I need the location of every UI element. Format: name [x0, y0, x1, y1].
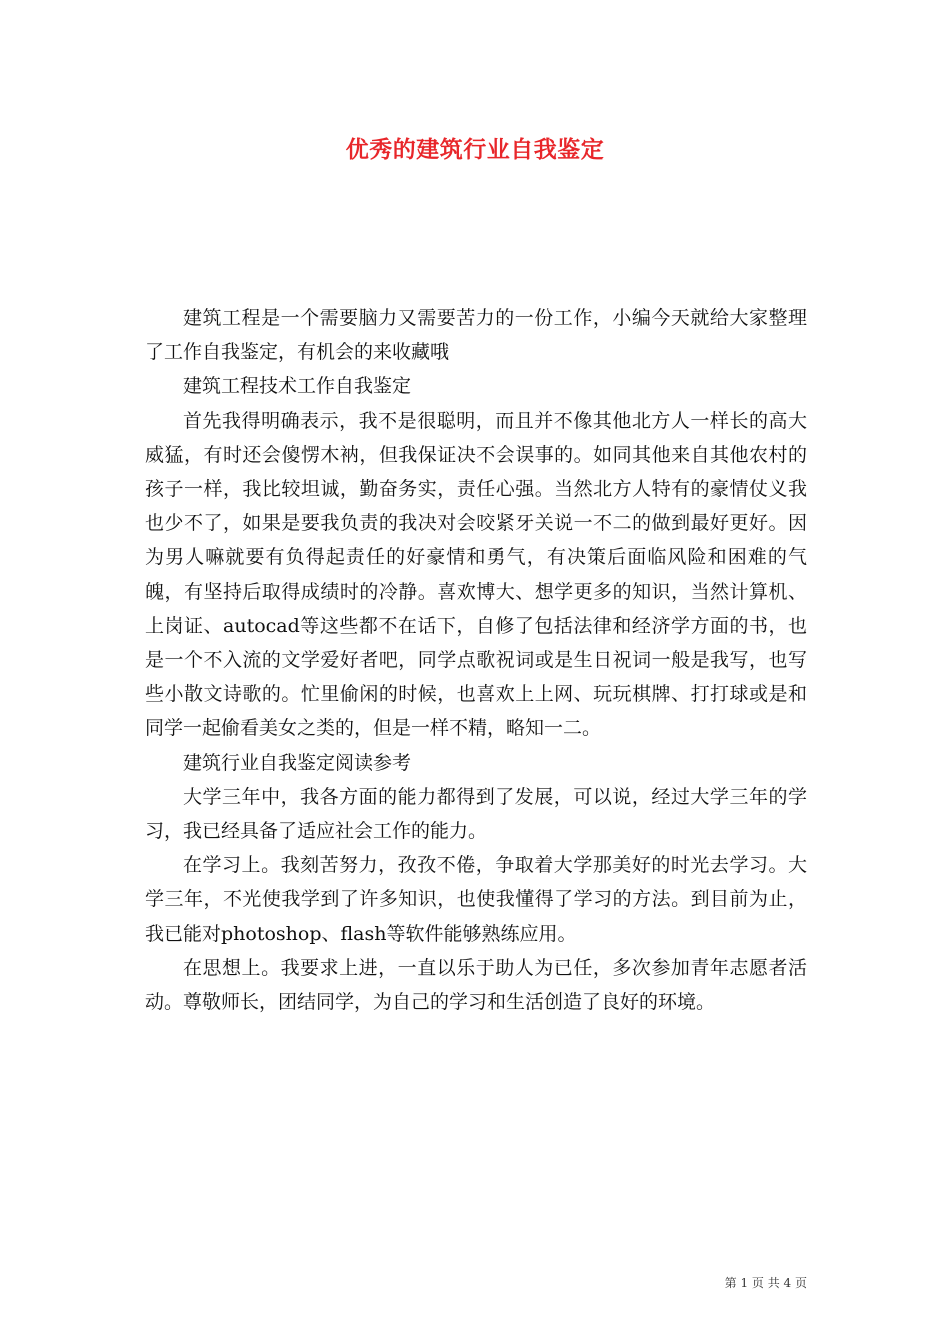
paragraph-university: 大学三年中，我各方面的能力都得到了发展，可以说，经过大学三年的学习，我已经具备了适应社会工作的能力。 [145, 785, 807, 843]
page-number-footer: 第 1 页 共 4 页 [724, 1276, 807, 1290]
paragraph-study: 在学习上。我刻苦努力，孜孜不倦，争取着大学那美好的时光去学习。大学三年，不光使我学到了许多知识，也使我懂得了学习的方法。到目前为止，我已能对photoshop、flash等软件能够熟练应用。 [145, 854, 807, 945]
section-heading-technical: 建筑工程技术工作自我鉴定 [183, 375, 412, 398]
paragraph-intro: 建筑工程是一个需要脑力又需要苦力的一份工作，小编今天就给大家整理了工作自我鉴定，有机会的来收藏哦 [145, 307, 807, 364]
document-title: 优秀的建筑行业自我鉴定 [345, 136, 605, 163]
document-body [145, 301, 807, 1019]
section-heading-reference: 建筑行业自我鉴定阅读参考 [183, 751, 412, 774]
paragraph-self-description: 首先我得明确表示，我不是很聪明，而且并不像其他北方人一样长的高大威猛，有时还会傻愣木衲，但我保证决不会误事的。如同其他来自其他农村的孩子一样，我比较坦诚，勤奋务实，责任心强。当然北方人特有的豪情仗义我也少不了，如果是要我负责的我决对会咬紧牙关说一不二的做到最好更好。因为男人嘛就要有负得起责任的好豪情和勇气，有决策后面临风险和困难的气魄，有坚持后取得成绩时的冷静。喜欢博大、想学更多的知识，当然计算机、上岗证、autocad等这些都不在话下，自修了包括法律和经济学方面的书，也是一个不入流的文学爱好者吧，同学点歌祝词或是生日祝词一般是我写，也写些小散文诗歌的。忙里偷闲的时候，也喜欢上上网、玩玩棋牌、打打球或是和同学一起偷看美女之类的，但是一样不精，略知一二。 [145, 409, 807, 740]
paragraph-thought: 在思想上。我要求上进，一直以乐于助人为已任，多次参加青年志愿者活动。尊敬师长，团结同学，为自己的学习和生活创造了良好的环境。 [145, 956, 807, 1014]
